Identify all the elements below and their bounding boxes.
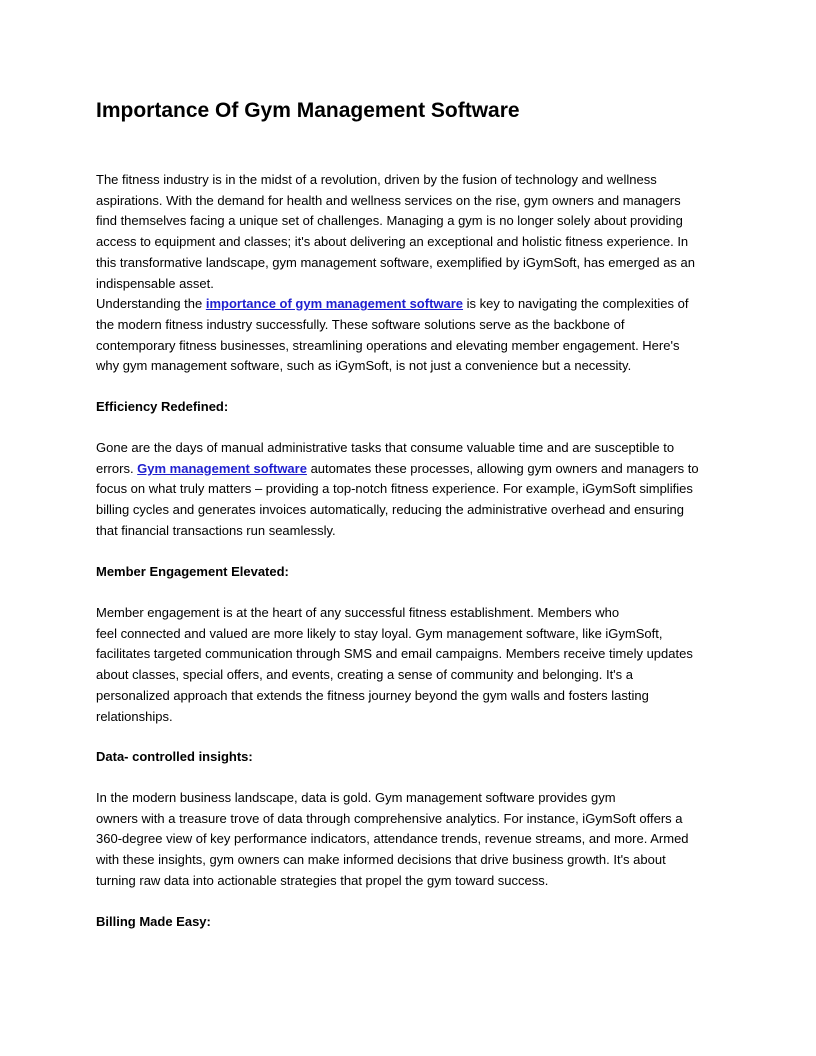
gym-management-software-link[interactable]: Gym management software [137,460,307,476]
text-line: that financial transactions run seamlessly. [96,522,336,538]
text-line: 360-degree view of key performance indicators, attendance trends, revenue streams, and more. Armed [96,831,689,847]
importance-link[interactable]: importance of gym management software [205,296,464,312]
text-line: with these insights, gym owners can make informed decisions that drive business growth. It's about [96,852,666,868]
engagement-paragraph [96,603,720,727]
text-line: billing cycles and generates invoices automatically, reducing the administrative overhead and ensuring [96,502,684,518]
text-line: relationships. [96,708,173,724]
text-line: access to equipment and classes; it's about delivering an exceptional and holistic fitness experience. In [96,234,689,250]
text-line: Gone are the days of manual administrative tasks that consume valuable time and are susceptible to [96,440,675,455]
text-line: aspirations. With the demand for health and wellness services on the rise, gym owners and managers [96,192,681,208]
text-line-with-link [96,294,720,315]
text-line: owners with a treasure trove of data through comprehensive analytics. For instance, iGymSoft offers a [96,810,683,826]
text-segment: automates these processes, allowing gym owners and managers to [306,460,699,476]
text-line: contemporary fitness businesses, streamlining operations and elevating member engagement. Here's [96,337,680,353]
page-title: Importance Of Gym Management Software [96,99,520,122]
text-line: find themselves facing a unique set of challenges. Managing a gym is no longer solely about providing [96,213,683,229]
text-segment: is key to navigating the complexities of [463,296,689,312]
text-line-with-link [96,459,720,480]
text-line: why gym management software, such as iGymSoft, is not just a convenience but a necessity. [96,358,632,374]
text-line: the modern fitness industry successfully. These software solutions serve as the backbone of [96,316,625,332]
text-line: indispensable asset. [96,275,214,291]
section-heading-engagement: Member Engagement Elevated: [96,564,289,579]
intro-paragraph [96,170,720,377]
text-line: focus on what truly matters – providing a top-notch fitness experience. For example, iGymSoft simplifies [96,481,693,497]
section-heading-insights: Data- controlled insights: [96,749,253,764]
text-line: feel connected and valued are more likely to stay loyal. Gym management software, like iGymSoft, [96,625,663,641]
text-line: turning raw data into actionable strategies that propel the gym toward success. [96,872,549,888]
text-line: personalized approach that extends the fitness journey beyond the gym walls and fosters lasting [96,687,649,703]
section-heading-billing: Billing Made Easy: [96,914,211,929]
text-line: The fitness industry is in the midst of a revolution, driven by the fusion of technology and wellness [96,172,657,187]
text-line: this transformative landscape, gym management software, exemplified by iGymSoft, has emerged as an [96,254,696,270]
section-heading-efficiency: Efficiency Redefined: [96,399,229,414]
text-line: facilitates targeted communication through SMS and email campaigns. Members receive timely updates [96,646,693,662]
text-segment: errors. [96,460,138,476]
text-segment: Understanding the [96,296,206,312]
text-line: Member engagement is at the heart of any successful fitness establishment. Members who [96,605,620,620]
efficiency-paragraph [96,438,720,542]
text-line: In the modern business landscape, data is gold. Gym management software provides gym [96,790,616,805]
insights-paragraph [96,788,720,892]
text-line: about classes, special offers, and events, creating a sense of community and belonging. It's a [96,667,633,683]
